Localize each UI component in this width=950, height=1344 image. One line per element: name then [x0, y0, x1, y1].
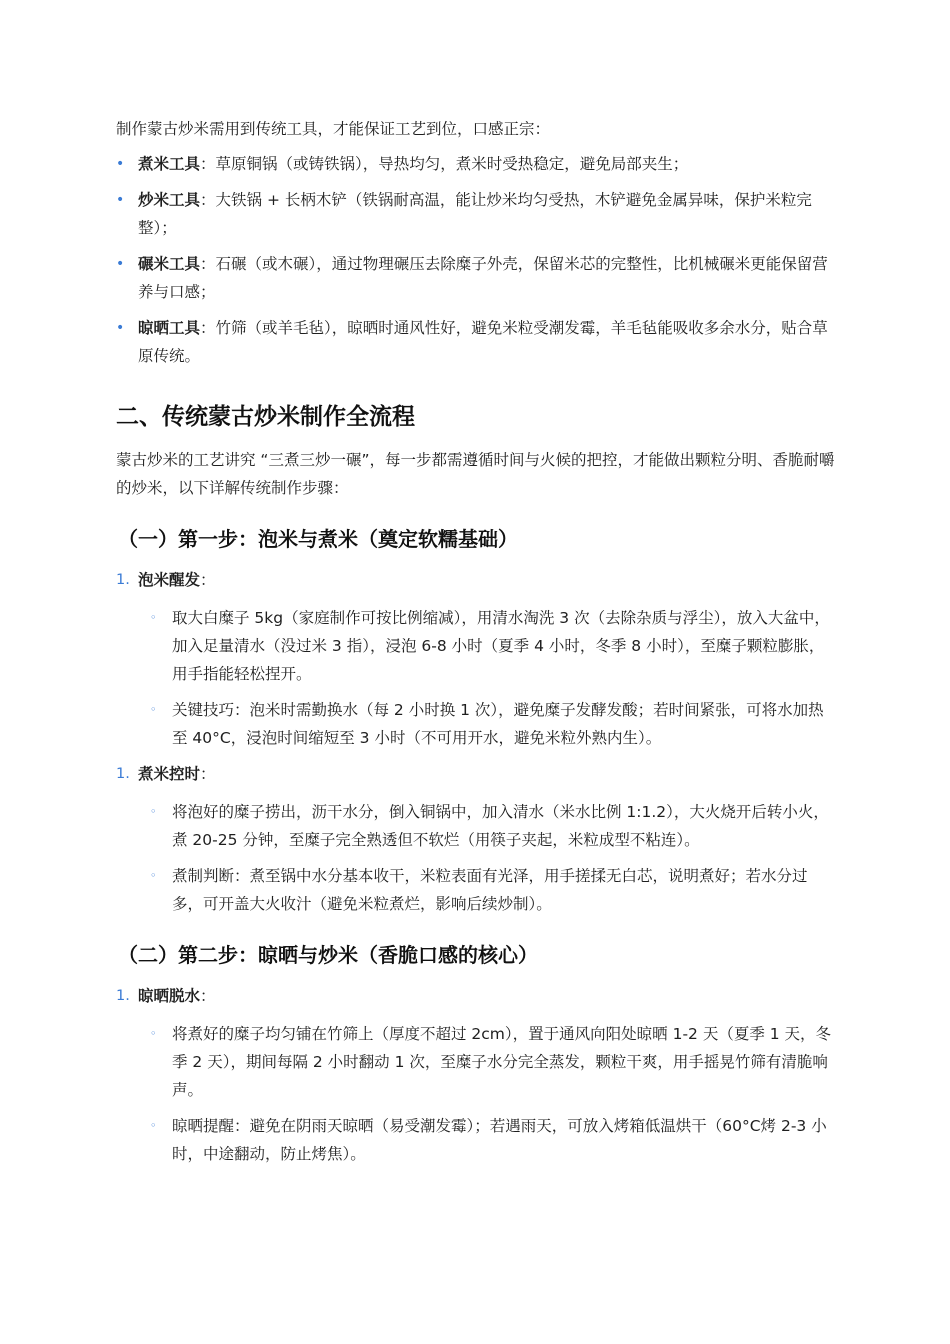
subsection-heading: （一）第一步：泡米与煮米（奠定软糯基础）: [118, 527, 518, 551]
step-title: 晾晒脱水: [138, 987, 201, 1005]
subsection-heading: （二）第二步：晾晒与炒米（香脆口感的核心）: [118, 943, 538, 967]
tool-text: ：竹筛（或羊毛毡），晾晒时通风性好，避免米粒受潮发霉，羊毛毡能吸收多余水分，贴合草原传统。: [138, 319, 828, 365]
detail-text: 取大白糜子 5kg（家庭制作可按比例缩减），用清水淘洗 3 次（去除杂质与浮尘），放入大盆中，加入足量清水（没过米 3 指），浸泡 6-8 小时（夏季 4 小时，冬季 8 小时），至糜子颗粒膨胀，用手指能轻松捏开。: [172, 609, 830, 683]
list-item: [150, 862, 836, 918]
tool-text: ：草原铜锅（或铸铁锅），导热均匀，煮米时受热稳定，避免局部夹生；: [200, 155, 689, 173]
tool-label: 晾晒工具: [138, 319, 201, 337]
bullet-icon: •: [116, 192, 125, 208]
step-item: [116, 760, 836, 788]
step-item: [116, 982, 836, 1010]
section-heading: 二、传统蒙古炒米制作全流程: [116, 404, 415, 430]
tool-label: 碾米工具: [138, 255, 201, 273]
step-number: 1.: [116, 572, 130, 588]
detail-text: 关键技巧：泡米时需勤换水（每 2 小时换 1 次），避免糜子发酵发酸；若时间紧张，可将水加热至 40°C，浸泡时间缩短至 3 小时（不可用开水，避免米粒外熟内生）。: [172, 701, 824, 747]
step-item: [116, 566, 836, 594]
tool-text: ：石碾（或木碾），通过物理碾压去除糜子外壳，保留米芯的完整性，比机械碾米更能保留营养与口感；: [138, 255, 828, 301]
step-number: 1.: [116, 988, 130, 1004]
circle-bullet-icon: ◦: [150, 869, 157, 882]
detail-text: 煮制判断：煮至锅中水分基本收干，米粒表面有光泽，用手搓揉无白芯，说明煮好；若水分过多，可开盖大火收汁（避免米粒煮烂，影响后续炒制）。: [172, 867, 808, 913]
step-details: [150, 604, 836, 752]
detail-text: 将泡好的糜子捞出，沥干水分，倒入铜锅中，加入清水（米水比例 1:1.2），大火烧开后转小火，煮 20-25 分钟，至糜子完全熟透但不软烂（用筷子夹起，米粒成型不粘连）。: [172, 803, 829, 849]
step-title: 泡米醒发: [138, 571, 201, 589]
tools-list: [116, 150, 836, 370]
bullet-icon: •: [116, 320, 125, 336]
circle-bullet-icon: ◦: [150, 703, 157, 716]
tool-label: 炒米工具: [138, 191, 201, 209]
detail-text: 晾晒提醒：避免在阴雨天晾晒（易受潮发霉）；若遇雨天，可放入烤箱低温烘干（60°C烤 2-3 小时，中途翻动，防止烤焦）。: [172, 1117, 827, 1163]
step-details: [150, 798, 836, 918]
step-details: [150, 1020, 836, 1168]
list-item: [116, 186, 836, 242]
step-colon: ：: [200, 571, 216, 589]
list-item: [150, 696, 836, 752]
circle-bullet-icon: ◦: [150, 1119, 157, 1132]
list-item: [116, 150, 836, 178]
step-title: 煮米控时: [138, 765, 201, 783]
circle-bullet-icon: ◦: [150, 1027, 157, 1040]
circle-bullet-icon: ◦: [150, 805, 157, 818]
section-description: 蒙古炒米的工艺讲究 “三煮三炒一碾”，每一步都需遵循时间与火候的把控，才能做出颗粒分明、香脆耐嚼的炒米，以下详解传统制作步骤：: [116, 451, 835, 497]
intro-paragraph: 制作蒙古炒米需用到传统工具，才能保证工艺到位，口感正宗：: [116, 120, 551, 138]
list-item: [150, 798, 836, 854]
detail-text: 将煮好的糜子均匀铺在竹筛上（厚度不超过 2cm），置于通风向阳处晾晒 1-2 天（夏季 1 天，冬季 2 天），期间每隔 2 小时翻动 1 次，至糜子水分完全蒸发，颗粒干爽，用手摇晃竹筛有清脆响声。: [172, 1025, 832, 1099]
list-item: [116, 250, 836, 306]
tool-label: 煮米工具: [138, 155, 201, 173]
step-colon: ：: [200, 765, 216, 783]
list-item: [150, 604, 836, 688]
bullet-icon: •: [116, 156, 125, 172]
step-number: 1.: [116, 766, 130, 782]
document-page: [116, 116, 836, 1176]
step-colon: ：: [200, 987, 216, 1005]
list-item: [116, 314, 836, 370]
list-item: [150, 1112, 836, 1168]
bullet-icon: •: [116, 256, 125, 272]
tool-text: ：大铁锅 + 长柄木铲（铁锅耐高温，能让炒米均匀受热，木铲避免金属异味，保护米粒完整）；: [138, 191, 812, 237]
list-item: [150, 1020, 836, 1104]
circle-bullet-icon: ◦: [150, 611, 157, 624]
